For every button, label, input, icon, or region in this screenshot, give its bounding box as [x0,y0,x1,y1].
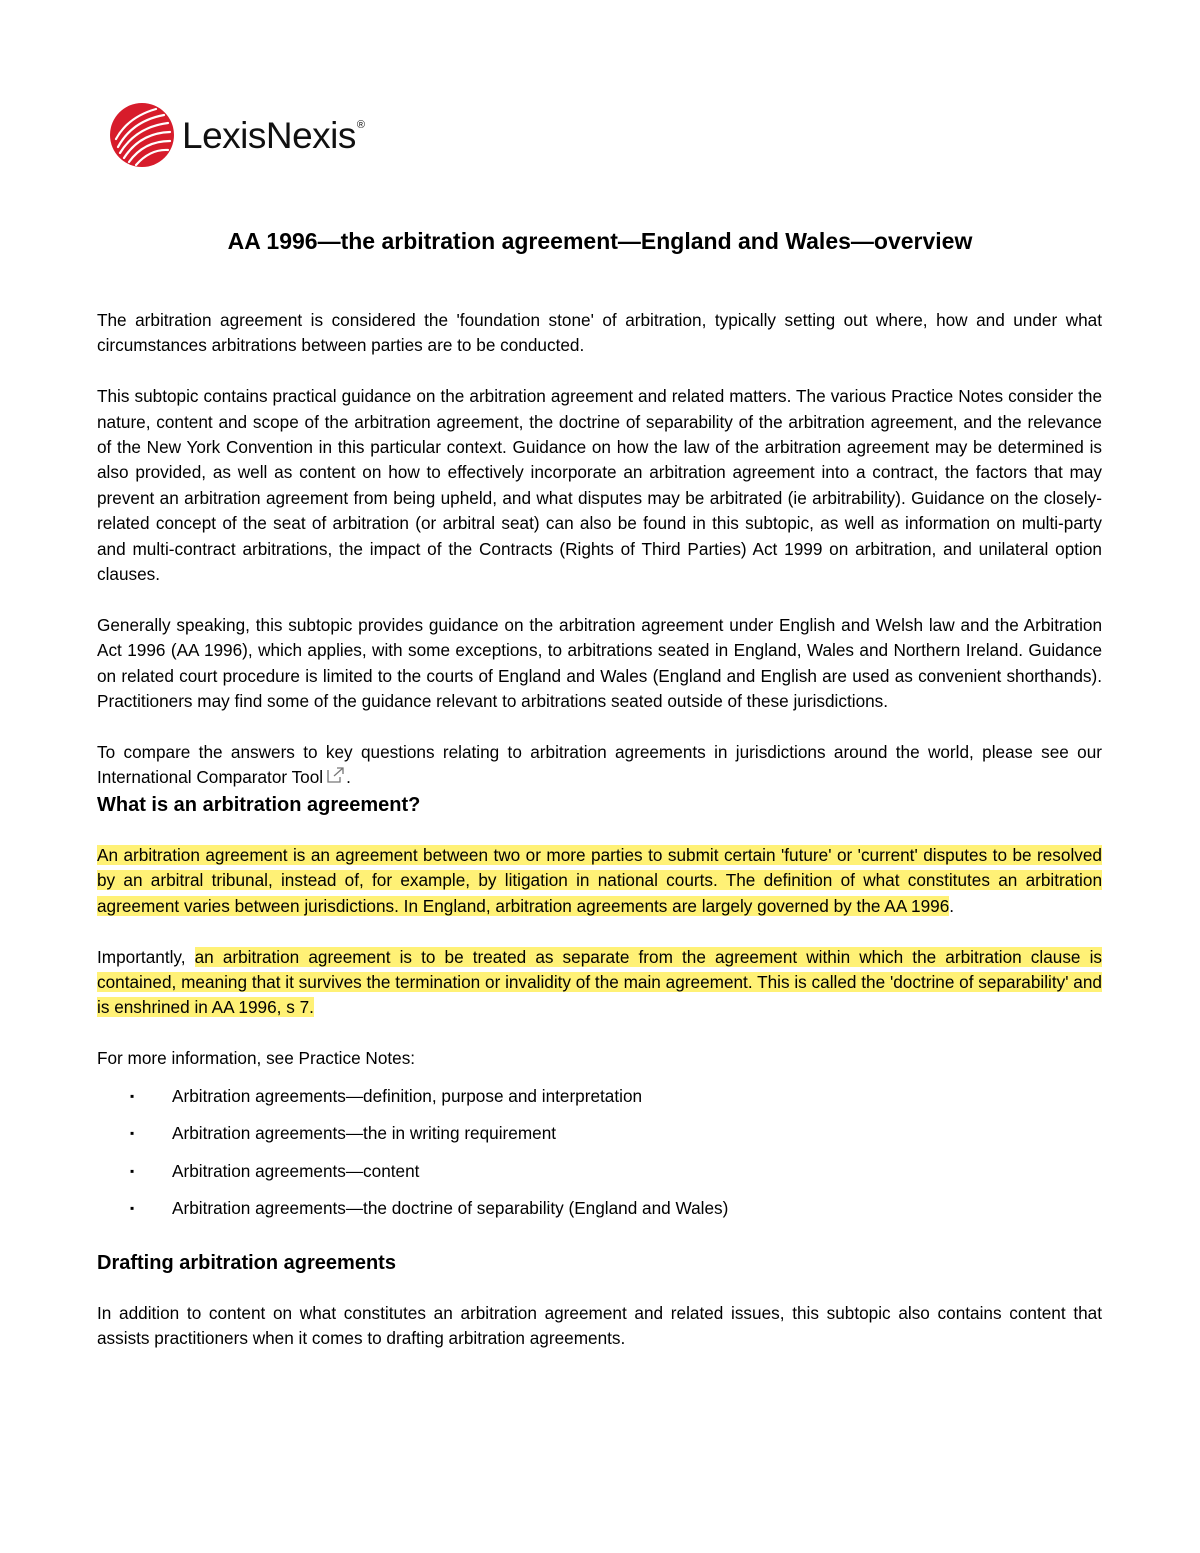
section-heading-what-is: What is an arbitration agreement? [97,793,421,816]
brand-wordmark: LexisNexis® [182,115,365,156]
intro-paragraph-1: The arbitration agreement is considered the 'foundation stone' of arbitration, typically setting out where, how and under what circumstances arbitrations between parties are to be conducted. [97,310,1102,356]
intro-paragraph-3: Generally speaking, this subtopic provides guidance on the arbitration agreement under English and Welsh law and the Arbitration Act 1996 (AA 1996), which applies, with some exceptions, to arbitrations seated in England, Wales and Northern Ireland. Guidance on related court procedure is limited to the courts of England and Wales (England and English are used as convenient shorthands). Practitioners may find some of the guidance relevant to arbitrations seated outside of these jurisdictions. [97,614,1102,712]
comparator-text: To compare the answers to key questions relating to arbitration agreements in jurisdictions around the world, please see our International Comparator Tool [97,741,1102,788]
comparator-end: . [346,767,351,788]
practice-note-item[interactable]: ▪ Arbitration agreements—the in writing requirement [130,1123,557,1144]
page-title: AA 1996—the arbitration agreement—England and Wales—overview [227,228,973,254]
section-heading-drafting: Drafting arbitration agreements [97,1251,396,1274]
highlighted-definition: An arbitration agreement is an agreement between two or more parties to submit certain 'future' or 'current' disputes to be resolved by an arbitral tribunal, instead of, for example, by litigation in national courts. The definition of what constitutes an arbitration agreement varies between jurisdictions. In England, arbitration agreements are largely governed by the AA 1996 [97,845,1102,916]
lexisnexis-logo [108,100,365,170]
lexisnexis-globe-icon [108,101,176,169]
document-body [97,308,1102,1352]
comparator-paragraph [97,740,1102,792]
separability-paragraph: Importantly, an arbitration agreement is to be treated as separate from the agreement within which the arbitration clause is contained, meaning that it survives the termination or invalidity of the main agreement. This is called the 'doctrine of separability' and is enshrined in AA 1996, s 7. [97,946,1102,1018]
highlighted-separability: an arbitration agreement is to be treated as separate from the agreement within which the arbitration clause is contained, meaning that it survives the termination or invalidity of the main agreement. This is called the 'doctrine of separability' and is enshrined in AA 1996, s 7. [97,946,1102,1018]
practice-note-item[interactable]: ▪ Arbitration agreements—content [130,1160,420,1181]
practice-note-item[interactable]: ▪ Arbitration agreements—the doctrine of separability (England and Wales) [130,1198,729,1219]
definition-paragraph: An arbitration agreement is an agreement between two or more parties to submit certain 'future' or 'current' disputes to be resolved by an arbitral tribunal, instead of, for example, by litigation in national courts. The definition of what constitutes an arbitration agreement varies between jurisdictions. In England, arbitration agreements are largely governed by the AA 1996. [97,845,1102,916]
more-info-text: For more information, see Practice Notes: [97,1048,416,1069]
drafting-paragraph: In addition to content on what constitutes an arbitration agreement and related issues, this subtopic also contains content that assists practitioners when it comes to drafting arbitration agreements. [97,1303,1102,1349]
external-link-icon[interactable] [326,766,346,791]
practice-notes-list [97,1078,1102,1228]
intro-paragraph-2: This subtopic contains practical guidance on the arbitration agreement and related matters. The various Practice Notes consider the nature, content and scope of the arbitration agreement, the doctrine of separability of the arbitration agreement, and the relevance of the New York Convention in this particular context. Guidance on how the law of the arbitration agreement may be determined is also provided, as well as content on how to effectively incorporate an arbitration agreement into a contract, the factors that may prevent an arbitration agreement from being upheld, and what disputes may be arbitrated (ie arbitrability). Guidance on the closely-related concept of the seat of arbitration (or arbitral seat) can also be found in this subtopic, as well as information on multi-party and multi-contract arbitrations, the impact of the Contracts (Rights of Third Parties) Act 1999 on arbitration, and unilateral option clauses. [97,386,1102,585]
practice-note-item[interactable]: ▪ Arbitration agreements—definition, purpose and interpretation [130,1085,643,1106]
